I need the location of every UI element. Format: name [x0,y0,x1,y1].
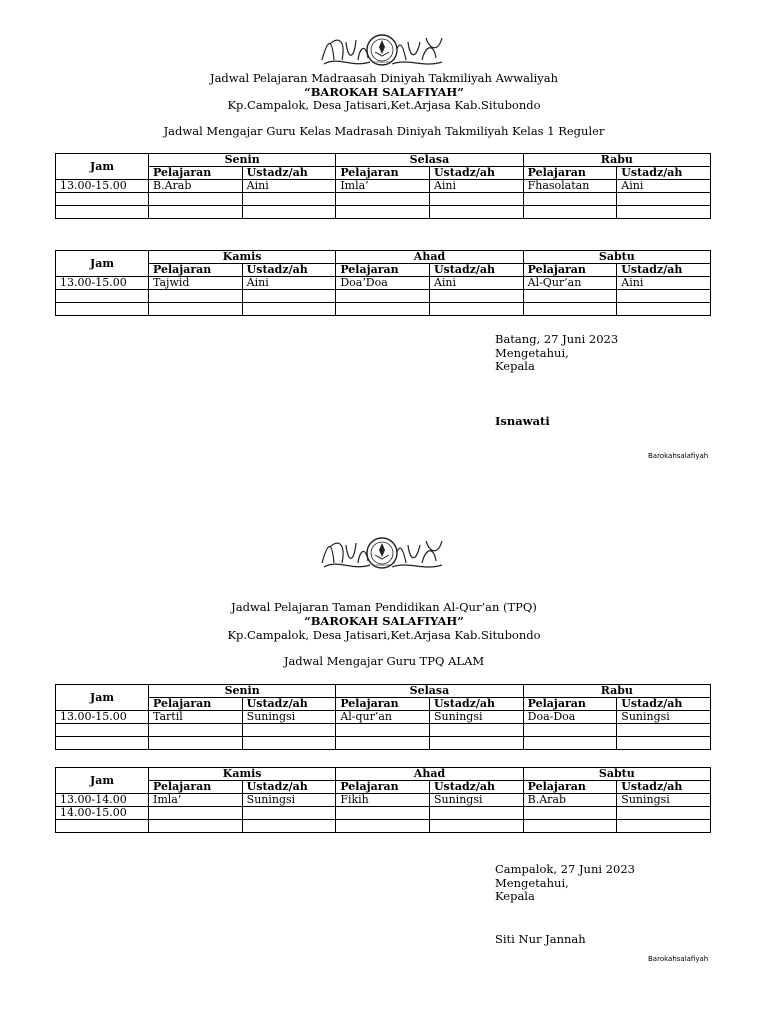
table-cell [429,737,523,750]
table-cell [617,820,711,833]
table-cell [429,206,523,219]
day-header: Selasa [336,685,523,698]
jam-header: Jam [56,251,149,277]
table-cell: Doa’Doa [336,277,430,290]
table-cell [617,206,711,219]
pelajaran-header: Pelajaran [523,167,617,180]
table-cell [617,193,711,206]
pelajaran-header: Pelajaran [336,781,430,794]
table-cell: Suningsi [242,794,336,807]
ustadz-header: Ustadz/ah [617,781,711,794]
table-cell [617,290,711,303]
table-cell [149,193,243,206]
day-header: Senin [149,154,336,167]
table-cell [149,290,243,303]
ustadz-header: Ustadz/ah [429,167,523,180]
doc1-title: Jadwal Pelajaran Madraasah Diniyah Takmiliyah Awwaliyah [209,71,559,85]
table-cell [523,737,617,750]
table-row [56,290,711,303]
table-cell [149,724,243,737]
table-cell [242,724,336,737]
doc1-sign-name: Isnawati [495,414,550,428]
pelajaran-header: Pelajaran [149,167,243,180]
ustadz-header: Ustadz/ah [242,781,336,794]
doc2-signature-block [495,863,635,904]
pelajaran-header: Pelajaran [523,698,617,711]
ustadz-header: Ustadz/ah [617,698,711,711]
table-cell: Suningsi [617,794,711,807]
table-cell [523,206,617,219]
pelajaran-header: Pelajaran [523,264,617,277]
table-cell [242,193,336,206]
table-cell [336,820,430,833]
table-cell [523,193,617,206]
table-row [56,193,711,206]
doc1-school-name: “BAROKAH SALAFIYAH” [304,85,464,99]
table-cell: B.Arab [149,180,243,193]
doc1-footer: Barokahsalafiyah [648,452,709,460]
calligraphy-logo-icon [318,30,446,70]
table-cell [56,737,149,750]
table-cell [56,820,149,833]
table-row [56,180,711,193]
day-header: Ahad [336,251,523,264]
table-cell: 13.00-14.00 [56,794,149,807]
table-cell [149,206,243,219]
table-cell [523,820,617,833]
table-cell: Tajwid [149,277,243,290]
table-cell: Aini [242,180,336,193]
table-cell [242,737,336,750]
sign-place-date: Campalok, 27 Juni 2023 [495,862,635,876]
table-cell [56,193,149,206]
day-header: Kamis [149,768,336,781]
pelajaran-header: Pelajaran [336,698,430,711]
table-cell [336,206,430,219]
doc2-subtitle: Jadwal Mengajar Guru TPQ ALAM [283,654,485,668]
table-cell [429,820,523,833]
table-cell [242,303,336,316]
table-cell [56,724,149,737]
table-cell: Suningsi [617,711,711,724]
table-cell [523,303,617,316]
ustadz-header: Ustadz/ah [429,264,523,277]
ustadz-header: Ustadz/ah [242,264,336,277]
table-cell [149,303,243,316]
ustadz-header: Ustadz/ah [429,781,523,794]
table-cell: Suningsi [429,711,523,724]
table-cell [242,820,336,833]
table-cell: Aini [617,180,711,193]
table-cell: Suningsi [429,794,523,807]
doc1-address: Kp.Campalok, Desa Jatisari,Ket.Arjasa Kab.Situbondo [227,98,541,112]
emblem-text: CAMPALOK [373,60,391,64]
doc2-title: Jadwal Pelajaran Taman Pendidikan Al-Qur’an (TPQ) [231,600,537,614]
table-row [56,724,711,737]
jam-header: Jam [56,685,149,711]
table-cell: 13.00-15.00 [56,277,149,290]
doc1-schedule-table-2 [55,250,711,316]
doc1-subtitle: Jadwal Mengajar Guru Kelas Madrasah Diniyah Takmiliyah Kelas 1 Reguler [163,124,605,138]
table-cell [523,807,617,820]
sign-role: Kepala [495,889,535,903]
table-cell [617,737,711,750]
jam-header: Jam [56,154,149,180]
day-header: Sabtu [523,768,710,781]
ustadz-header: Ustadz/ah [617,167,711,180]
table-cell [617,303,711,316]
day-header: Rabu [523,154,710,167]
doc1-signature-block [495,333,618,374]
table-cell [523,724,617,737]
table-cell: Al-qur’an [336,711,430,724]
table-cell [242,290,336,303]
table-cell: Aini [242,277,336,290]
doc2-schedule-table-1 [55,684,711,750]
table-cell: Doa-Doa [523,711,617,724]
table-cell: Tartil [149,711,243,724]
day-header: Sabtu [523,251,710,264]
doc1-schedule-table-1 [55,153,711,219]
table-cell [56,303,149,316]
table-cell [149,737,243,750]
pelajaran-header: Pelajaran [149,264,243,277]
table-cell: Aini [429,277,523,290]
day-header: Senin [149,685,336,698]
emblem-text: CAMPALOK [373,563,391,567]
table-cell [617,724,711,737]
table-cell [56,290,149,303]
table-cell [149,807,243,820]
pelajaran-header: Pelajaran [336,167,430,180]
table-cell: 13.00-15.00 [56,711,149,724]
doc2-sign-name: Siti Nur Jannah [495,932,586,946]
doc2-footer: Barokahsalafiyah [648,955,709,963]
table-cell [336,193,430,206]
table-row [56,737,711,750]
sign-role: Kepala [495,359,535,373]
table-row [56,794,711,807]
table-cell [336,303,430,316]
jam-header: Jam [56,768,149,794]
table-cell [336,290,430,303]
table-cell [429,303,523,316]
table-cell [336,724,430,737]
table-cell [149,820,243,833]
ustadz-header: Ustadz/ah [429,698,523,711]
pelajaran-header: Pelajaran [149,781,243,794]
table-cell [429,724,523,737]
table-cell: Fikih [336,794,430,807]
table-cell [617,807,711,820]
table-cell [429,807,523,820]
table-cell: Aini [429,180,523,193]
pelajaran-header: Pelajaran [523,781,617,794]
day-header: Ahad [336,768,523,781]
table-cell: 14.00-15.00 [56,807,149,820]
calligraphy-logo-icon [318,533,446,573]
ustadz-header: Ustadz/ah [242,698,336,711]
table-cell: B.Arab [523,794,617,807]
table-cell [523,290,617,303]
sign-place-date: Batang, 27 Juni 2023 [495,332,619,346]
doc2-address: Kp.Campalok, Desa Jatisari,Ket.Arjasa Kab.Situbondo [227,628,541,642]
table-row [56,820,711,833]
ustadz-header: Ustadz/ah [242,167,336,180]
table-cell: Fhasolatan [523,180,617,193]
doc2-schedule-table-2 [55,767,711,833]
sign-know: Mengetahui, [495,345,569,360]
table-cell: 13.00-15.00 [56,180,149,193]
pelajaran-header: Pelajaran [149,698,243,711]
pelajaran-header: Pelajaran [336,264,430,277]
day-header: Kamis [149,251,336,264]
table-cell [429,290,523,303]
table-row [56,206,711,219]
table-cell: Suningsi [242,711,336,724]
table-row [56,277,711,290]
table-cell: Imla’ [336,180,430,193]
table-cell [336,807,430,820]
table-cell: Al-Qur’an [523,277,617,290]
table-row [56,303,711,316]
day-header: Rabu [523,685,710,698]
sign-know: Mengetahui, [495,875,569,890]
table-cell [242,807,336,820]
table-cell [336,737,430,750]
table-cell [242,206,336,219]
table-cell [56,206,149,219]
day-header: Selasa [336,154,523,167]
ustadz-header: Ustadz/ah [617,264,711,277]
table-cell: Imla’ [149,794,243,807]
table-cell: Aini [617,277,711,290]
table-row [56,711,711,724]
table-cell [429,193,523,206]
doc2-school-name: “BAROKAH SALAFIYAH” [304,614,464,628]
table-row [56,807,711,820]
